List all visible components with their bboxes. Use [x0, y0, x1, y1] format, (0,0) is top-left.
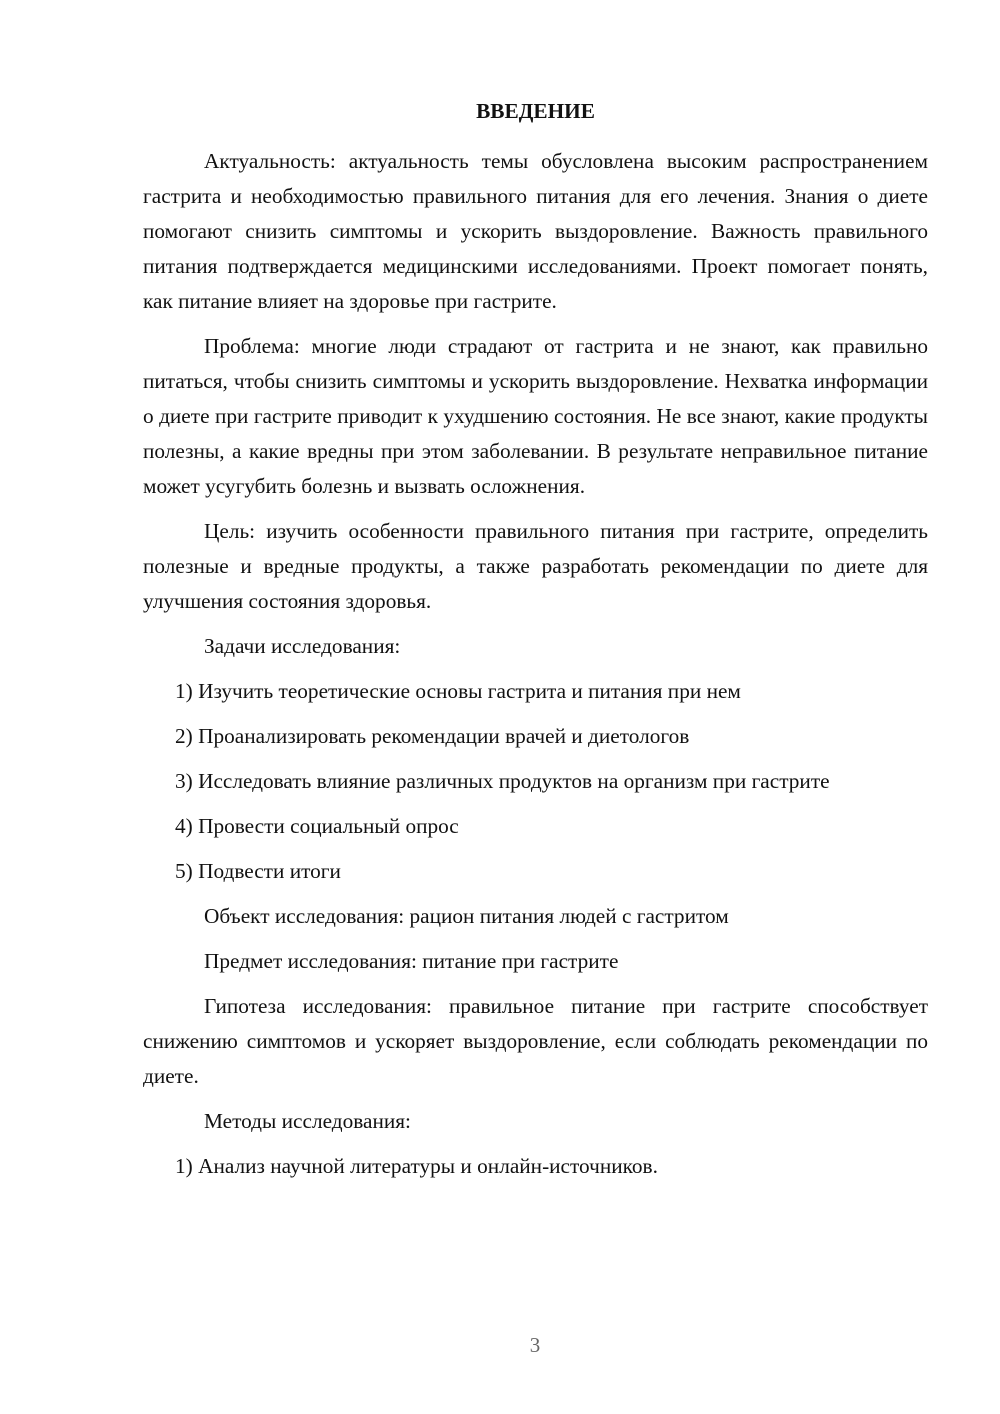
- task-item: 2) Проанализировать рекомендации врачей и диетологов: [175, 724, 690, 748]
- task-item: 1) Изучить теоретические основы гастрита и питания при нем: [175, 679, 741, 703]
- methods-heading: Методы исследования:: [204, 1109, 411, 1133]
- page-title: ВВЕДЕНИЕ: [476, 99, 595, 123]
- page-number: 3: [529, 1333, 541, 1357]
- task-item: 5) Подвести итоги: [175, 859, 341, 883]
- goal-paragraph: Цель: изучить особенности правильного питания при гастрите, определить полезные и вредные продукты, а также разработать рекомендации по диете для улучшения состояния здоровья.: [143, 519, 928, 613]
- research-subject: Предмет исследования: питание при гастрите: [204, 949, 619, 973]
- research-object: Объект исследования: рацион питания людей с гастритом: [204, 904, 729, 928]
- tasks-heading: Задачи исследования:: [204, 634, 401, 658]
- method-item: 1) Анализ научной литературы и онлайн-источников.: [175, 1154, 658, 1178]
- problem-paragraph: Проблема: многие люди страдают от гастрита и не знают, как правильно питаться, чтобы снизить симптомы и ускорить выздоровление. Нехватка информации о диете при гастрите приводит к ухудшению состояния. Не все знают, какие продукты полезны, а какие вредны при этом заболевании. В результате неправильное питание может усугубить болезнь и вызвать осложнения.: [143, 334, 928, 498]
- research-hypothesis: Гипотеза исследования: правильное питание при гастрите способствует снижению симптомов и ускоряет выздоровление, если соблюдать рекомендации по диете.: [143, 994, 928, 1088]
- task-item: 3) Исследовать влияние различных продуктов на организм при гастрите: [175, 769, 830, 793]
- page-content: [143, 94, 928, 1194]
- task-item: 4) Провести социальный опрос: [175, 814, 459, 838]
- relevance-paragraph: Актуальность: актуальность темы обусловлена высоким распространением гастрита и необходимостью правильного питания для его лечения. Знания о диете помогают снизить симптомы и ускорить выздоровление. Важность правильного питания подтверждается медицинскими исследованиями. Проект помогает понять, как питание влияет на здоровье при гастрите.: [143, 149, 928, 313]
